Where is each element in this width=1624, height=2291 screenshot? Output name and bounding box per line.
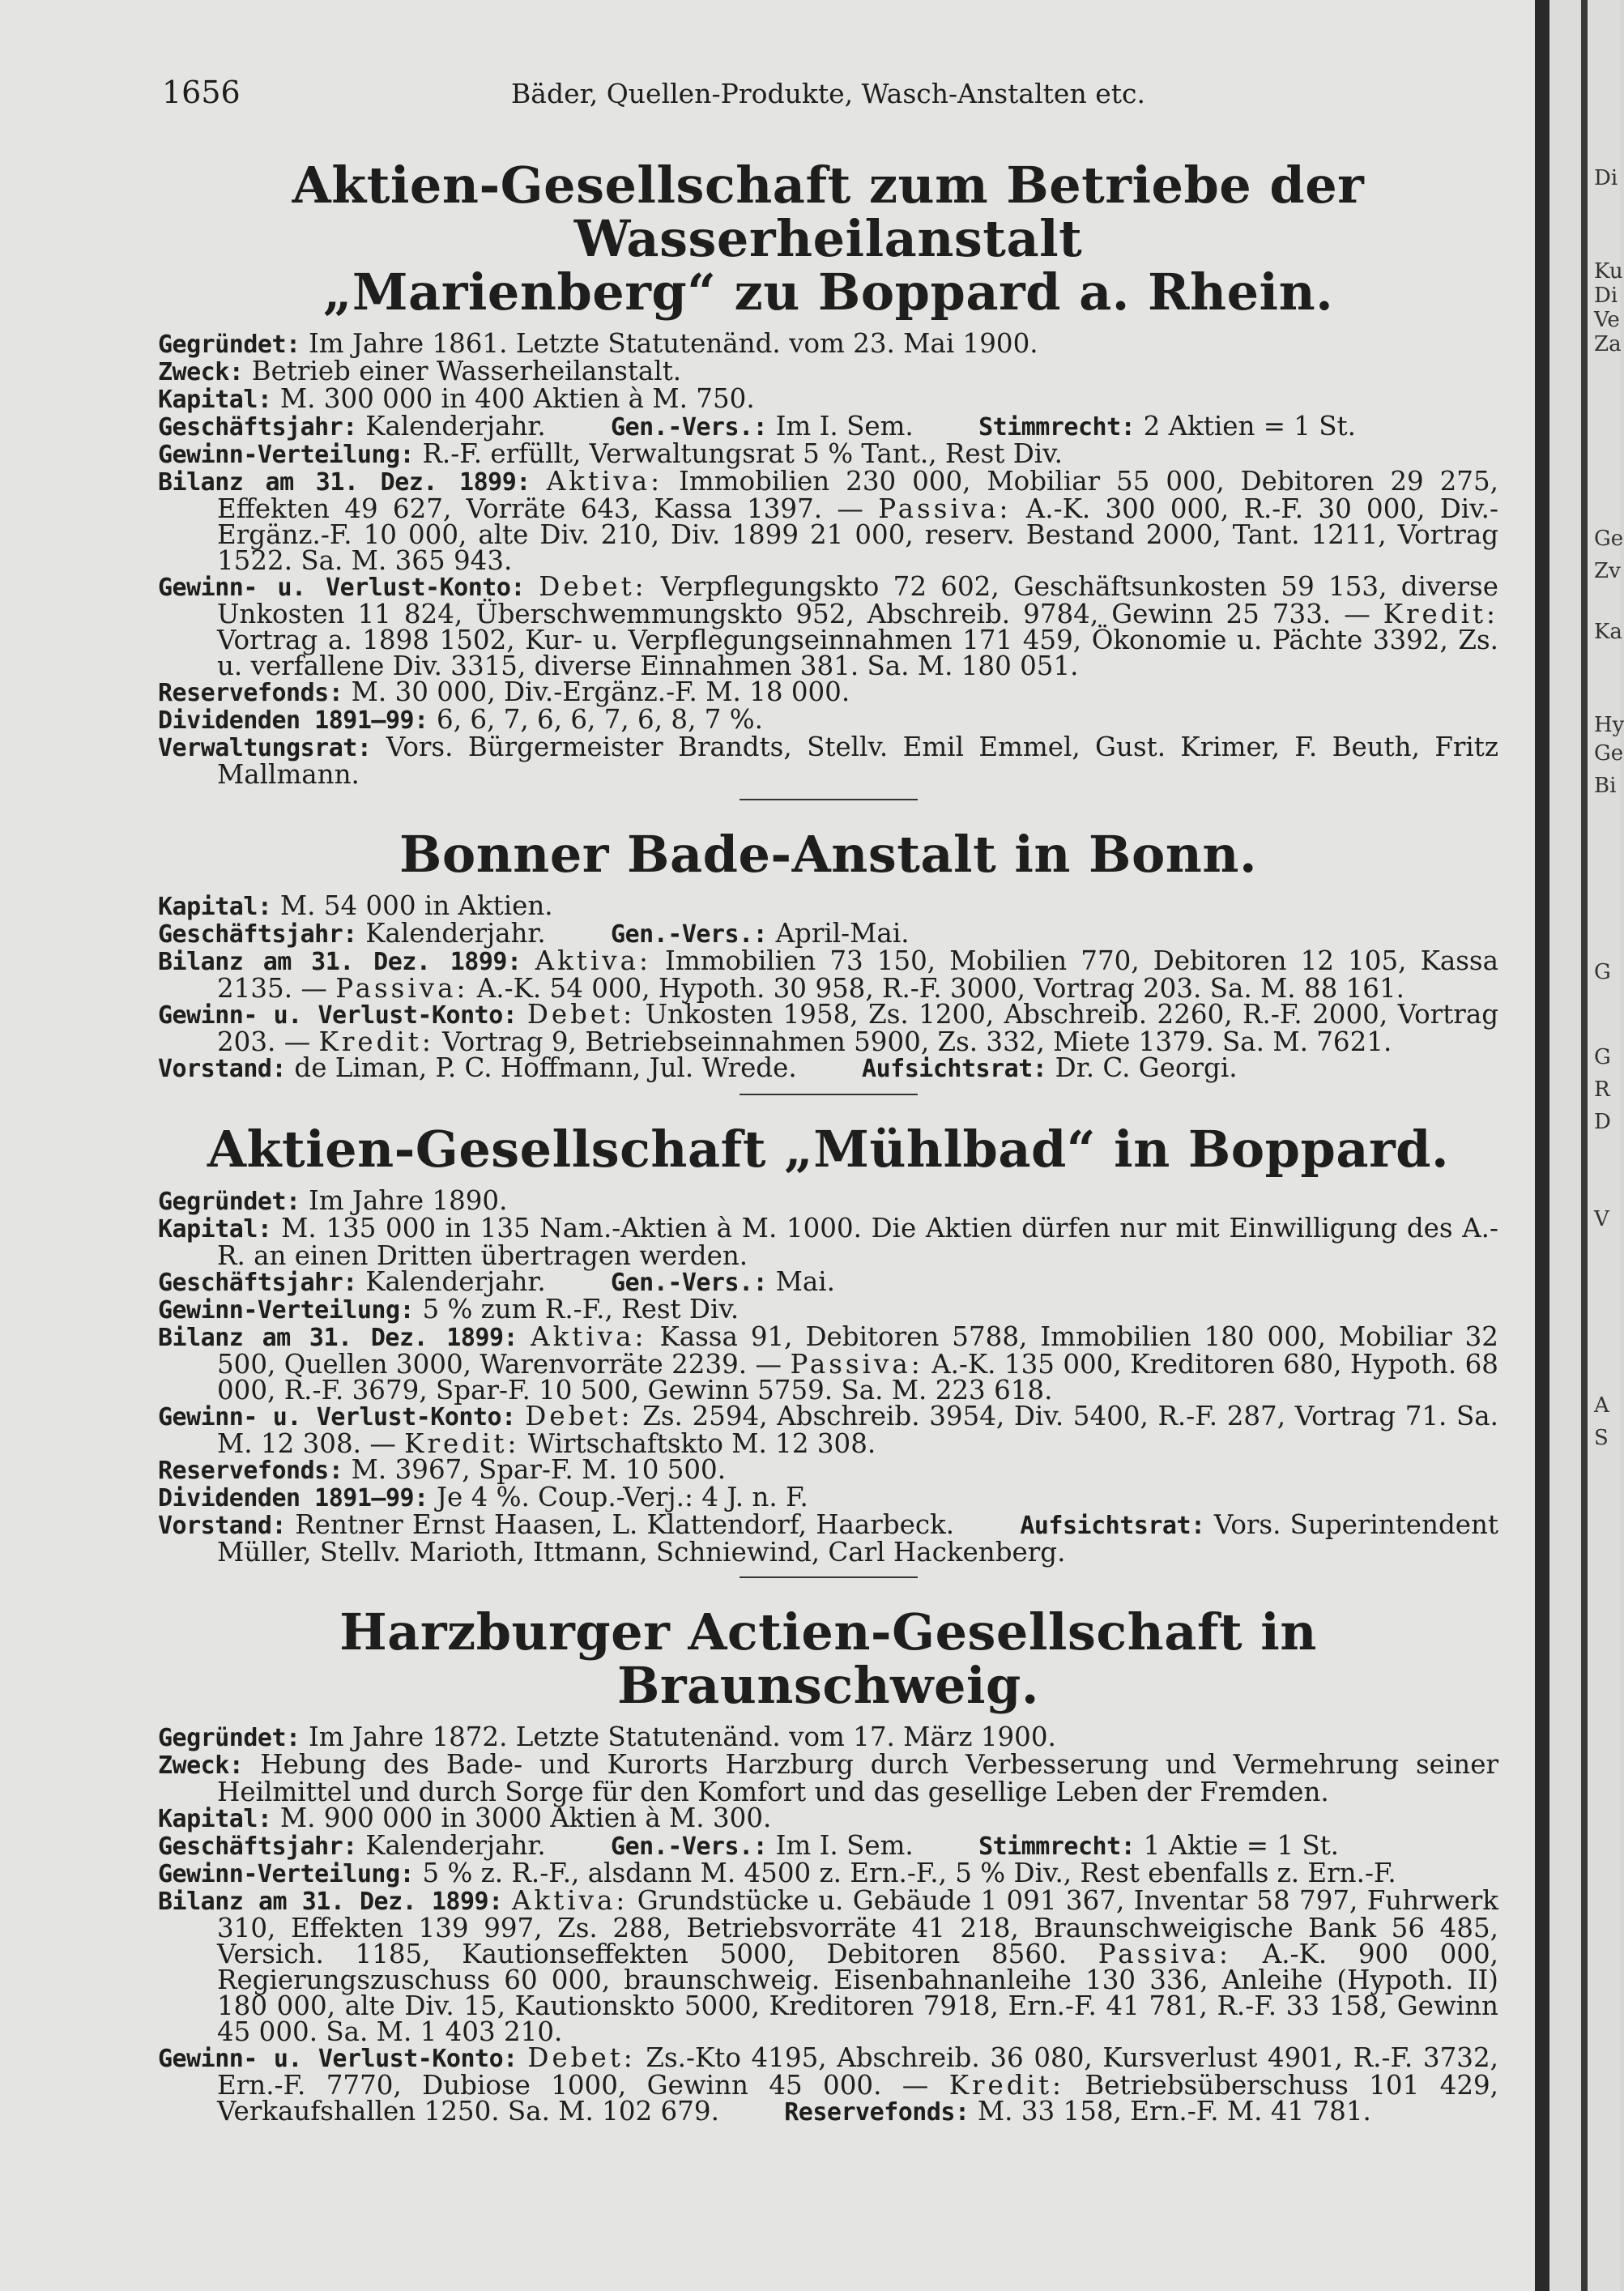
company-title-line: Harzburger Actien-Gesellschaft in Braunschweig. (339, 1602, 1317, 1715)
entry-text: Je 4 %. Coup.-Verj.: 4 J. n. F. (437, 1482, 808, 1512)
entry-label: Gewinn- u. Verlust-Konto: (158, 1001, 518, 1030)
entry-label: Dividenden 1891—99: (158, 1484, 428, 1512)
entry-paragraph (158, 890, 1498, 921)
entry-label: Geschäftsjahr: (158, 1269, 357, 1297)
section-separator (740, 799, 918, 800)
entry-paragraph (158, 732, 1498, 790)
company-title-line: Bonner Bade-Anstalt in Bonn. (399, 825, 1258, 884)
entry-text: Hebung des Bade- und Kurorts Harzburg durch Verbesserung und Vermehrung seiner Heilmittel und durch Sorge für den Komfort und das gesellige Leben der Fremden. (217, 1749, 1498, 1807)
entry-sublabel: Aktiva: (535, 945, 651, 976)
entry-label: Bilanz am 31. Dez. 1899: (158, 468, 531, 497)
entry-text: M. 135 000 in 135 Nam.-Aktien à M. 1000. Die Aktien dürfen nur mit Einwilligung des A.-R. an einen Dritten übertragen werden. (217, 1213, 1498, 1271)
entry-text: Betriebsüberschuss 101 429, Verkaufshallen 1250. Sa. M. 102 679. (217, 2070, 1498, 2127)
entry-sublabel: Passiva: (878, 493, 1012, 524)
entry-label: Vorstand: (158, 1512, 287, 1540)
page-content (158, 75, 1498, 2126)
entry-sublabel: Passiva: (335, 973, 469, 1004)
entry-label: Gewinn-Verteilung: (158, 1296, 415, 1325)
entry-list (158, 890, 1498, 1083)
entry-label: Reservefonds: (158, 679, 343, 707)
entry-text: Kassa 91, Debitoren 5788, Immobilien 180 000, Mobiliar 32 500, Quellen 3000, Warenvorräte 2239. — (217, 1321, 1498, 1380)
entry-text: A.-K. 135 000, Kreditoren 680, Hypoth. 68 000, R.-F. 3679, Spar-F. 10 500, Gewinn 5759. Sa. M. 223 618. (217, 1349, 1498, 1406)
entry-text: R.-F. erfüllt, Verwaltungsrat 5 % Tant., Rest Div. (422, 438, 1063, 469)
entry-text: Vors. Bürgermeister Brandts, Stellv. Emil Emmel, Gust. Krimer, F. Beuth, Fritz Mallmann. (217, 732, 1498, 790)
entry-text: Vortrag 9, Betriebseinnahmen 5900, Zs. 332, Miete 1379. Sa. M. 7621. (442, 1026, 1392, 1057)
entry-paragraph (158, 1215, 1498, 1269)
entry-text: Rentner Ernst Haasen, L. Klattendorf, Haarbeck. (295, 1509, 955, 1540)
page-edge-shadow (1581, 0, 1588, 2291)
entry-paragraph (158, 2042, 1498, 2127)
entry-text: de Liman, P. C. Hoffmann, Jul. Wrede. (294, 1052, 797, 1083)
entry-label: Gegründet: (158, 1188, 301, 1216)
entry-text: 1 Aktie = 1 St. (1143, 1830, 1340, 1861)
entry-label: Aufsichtsrat: (1020, 1512, 1205, 1540)
entry-sublabel: Aktiva: (546, 466, 663, 497)
entry-paragraph (158, 1751, 1498, 1805)
entry-text: 5 % z. R.-F., alsdann M. 4500 z. Ern.-F., 5 % Div., Rest ebenfalls z. Ern.-F. (422, 1858, 1396, 1888)
entry-paragraph (158, 571, 1498, 681)
adjacent-page-fragment: G (1594, 1045, 1611, 1069)
entry-text: Kalenderjahr. (365, 1830, 546, 1861)
entry-paragraph (158, 1321, 1498, 1406)
entry-text: Immobilien 73 150, Mobilien 770, Debitoren 12 105, Kassa 2135. — (217, 945, 1498, 1004)
entry-label: Gewinn-Verteilung: (158, 441, 415, 469)
entry-paragraph (158, 1885, 1498, 2047)
entry-text: 2 Aktien = 1 St. (1143, 411, 1356, 442)
adjacent-page-fragment: Zv (1594, 559, 1621, 583)
entry-paragraph (158, 1805, 1498, 1832)
company-title-line: Aktien-Gesellschaft zum Betriebe der Wasserheilanstalt (292, 156, 1365, 268)
entry-sublabel: Kredit: (948, 2070, 1064, 2101)
entry-text: A.-K. 300 000, R.-F. 30 000, Div.-Ergänz.-F. 10 000, alte Div. 210, Div. 1899 21 000, reserv. Bestand 2000, Tant. 1211, Vortrag 1522. Sa. M. 365 943. (217, 493, 1498, 576)
entry-label: Bilanz am 31. Dez. 1899: (158, 1888, 503, 1916)
entry-sublabel: Passiva: (1098, 1939, 1232, 1969)
entry-label: Geschäftsjahr: (158, 413, 357, 442)
entry-paragraph (158, 1721, 1498, 1752)
entry-paragraph (158, 1001, 1498, 1055)
entry-text: Immobilien 230 000, Mobiliar 55 000, Debitoren 29 275, Effekten 49 627, Vorräte 643, Kassa 1397. — (217, 466, 1498, 524)
entry-label: Gen.-Vers.: (611, 920, 768, 949)
entry-label: Gewinn- u. Verlust-Konto: (158, 1403, 516, 1431)
entry-label: Reservefonds: (784, 2098, 970, 2127)
entry-sublabel: Debet: (526, 999, 636, 1030)
entry-paragraph (158, 945, 1498, 1004)
entry-label: Stimmrecht: (978, 1832, 1136, 1861)
entry-text: Mai. (775, 1266, 835, 1297)
page-header (158, 75, 1498, 123)
entry-label: Kapital: (158, 1215, 272, 1244)
company-title (158, 825, 1498, 884)
section-separator (740, 1094, 918, 1095)
entry-label: Gen.-Vers.: (611, 1269, 768, 1297)
entry-paragraph (158, 1296, 1498, 1324)
entry-list (158, 328, 1498, 790)
page-number: 1656 (162, 75, 241, 110)
entry-label: Gen.-Vers.: (611, 413, 768, 442)
adjacent-page-fragment: A (1594, 1393, 1609, 1418)
adjacent-page-fragment: Za (1594, 332, 1622, 356)
entry-text: A.-K. 900 000, Regierungszuschuss 60 000, braunschweig. Eisenbahnanleihe 130 336, Anleihe (Hypoth. II) 180 000, alte Div. 15, Kautionskto 5000, Kreditoren 7918, Ern.-F. 41 781, R.-F. 33 158, Gewinn 45 000. Sa. M. 1 403 210. (217, 1939, 1498, 2047)
entry-text: M. 33 158, Ern.-F. M. 41 781. (977, 2096, 1371, 2127)
adjacent-page-fragment: V (1594, 1207, 1609, 1231)
entry-text: Zs. 2594, Abschreib. 3954, Div. 5400, R.-F. 287, Vortrag 71. Sa. M. 12 308. — (217, 1401, 1498, 1459)
adjacent-page-fragment: Ve (1594, 308, 1620, 332)
entry-list (158, 1721, 1498, 2127)
adjacent-page-fragment: S (1594, 1426, 1609, 1450)
entry-text: M. 30 000, Div.-Ergänz.-F. M. 18 000. (351, 676, 850, 707)
entry-paragraph (158, 1052, 1498, 1083)
entry-label: Gegründet: (158, 331, 301, 359)
adjacent-page-fragment: Ge (1594, 527, 1624, 551)
entry-text: Wirtschaftskto M. 12 308. (527, 1428, 876, 1459)
entry-sublabel: Passiva: (790, 1349, 923, 1380)
company-title-line: Aktien-Gesellschaft „Mühlbad“ in Boppard. (207, 1120, 1450, 1179)
entry-text: Im I. Sem. (775, 1830, 914, 1861)
entry-paragraph (158, 1860, 1498, 1888)
entry-paragraph (158, 1484, 1498, 1512)
adjacent-page-fragment: Di (1594, 166, 1618, 190)
adjacent-page-fragment: D (1594, 1110, 1611, 1134)
company-title (158, 156, 1498, 322)
entry-label: Geschäftsjahr: (158, 920, 357, 949)
adjacent-page-fragment: Hy (1594, 713, 1624, 737)
adjacent-page-fragment: R (1594, 1077, 1610, 1102)
entry-label: Stimmrecht: (978, 413, 1136, 442)
entry-text: 5 % zum R.-F., Rest Div. (422, 1294, 740, 1325)
entry-text: M. 300 000 in 400 Aktien à M. 750. (279, 383, 755, 414)
entry-paragraph (158, 706, 1498, 734)
entry-label: Bilanz am 31. Dez. 1899: (158, 948, 522, 976)
entry-text: Im Jahre 1861. Letzte Statutenänd. vom 23. Mai 1900. (308, 328, 1038, 359)
entry-label: Gen.-Vers.: (611, 1832, 768, 1861)
entry-paragraph (158, 1832, 1498, 1860)
entry-paragraph (158, 383, 1498, 414)
company-title (158, 1120, 1498, 1179)
entry-text: Verpflegungskto 72 602, Geschäftsunkosten 59 153, diverse Unkosten 11 824, Überschwemmungskto 952, Abschreib. 9784, Gewinn 25 733. — (217, 571, 1498, 629)
entry-label: Vorstand: (158, 1055, 287, 1083)
entry-text: Dr. C. Georgi. (1055, 1052, 1238, 1083)
entry-label: Aufsichtsrat: (862, 1055, 1047, 1083)
entry-label: Gewinn-Verteilung: (158, 1860, 415, 1888)
company-title (158, 1602, 1498, 1715)
entry-label: Kapital: (158, 386, 272, 414)
entry-label: Zweck: (158, 358, 244, 386)
adjacent-page-fragment: Ka (1594, 620, 1622, 644)
entry-label: Reservefonds: (158, 1457, 343, 1485)
running-head: Bäder, Quellen-Produkte, Wasch-Anstalten etc. (511, 78, 1145, 109)
entry-text: Im Jahre 1890. (308, 1185, 508, 1216)
entry-text: April-Mai. (775, 918, 910, 949)
entry-text: Zs.-Kto 4195, Abschreib. 36 080, Kursverlust 4901, R.-F. 3732, Ern.-F. 7770, Dubiose 1000, Gewinn 45 000. — (217, 2042, 1498, 2101)
entry-paragraph (158, 1185, 1498, 1216)
entry-paragraph (158, 1509, 1498, 1568)
entry-sublabel: Aktiva: (531, 1321, 647, 1352)
entry-label: Dividenden 1891—99: (158, 706, 428, 735)
entry-text: 6, 6, 7, 6, 6, 7, 6, 8, 7 %. (437, 704, 763, 735)
entry-paragraph (158, 1266, 1498, 1297)
entry-text: M. 3967, Spar-F. M. 10 500. (351, 1454, 727, 1485)
entry-list (158, 1185, 1498, 1568)
entry-text: Unkosten 1958, Zs. 1200, Abschreib. 2260, R.-F. 2000, Vortrag 203. — (217, 999, 1498, 1057)
entry-label: Verwaltungsrat: (158, 734, 372, 762)
adjacent-page-fragment: Ku (1594, 259, 1623, 284)
section-separator (740, 1576, 918, 1578)
entry-sublabel: Debet: (539, 571, 647, 602)
entry-text: Kalenderjahr. (365, 411, 546, 442)
entry-text: Im I. Sem. (775, 411, 914, 442)
company-section (158, 825, 1498, 1083)
adjacent-page-fragment: Di (1594, 284, 1618, 308)
entry-paragraph (158, 920, 1498, 948)
adjacent-page-fragment: G (1594, 960, 1611, 984)
entry-label: Zweck: (158, 1751, 244, 1780)
entry-label: Gewinn- u. Verlust-Konto: (158, 574, 525, 602)
entry-sublabel: Debet: (525, 1401, 633, 1431)
entry-sublabel: Kredit: (318, 1026, 434, 1057)
entry-text: Im Jahre 1872. Letzte Statutenänd. vom 17. März 1900. (308, 1721, 1056, 1752)
entry-label: Gegründet: (158, 1724, 301, 1752)
entry-paragraph (158, 468, 1498, 574)
adjacent-page-fragment: Bi (1594, 774, 1617, 798)
book-gutter (1535, 0, 1549, 2291)
entry-paragraph (158, 1454, 1498, 1485)
entry-sublabel: Kredit: (1383, 599, 1498, 629)
entry-sublabel: Kredit: (404, 1428, 520, 1459)
entry-text: Kalenderjahr. (365, 918, 546, 949)
entry-paragraph (158, 1403, 1498, 1457)
entry-sublabel: Debet: (527, 2042, 636, 2073)
company-section (158, 1120, 1498, 1568)
entry-label: Bilanz am 31. Dez. 1899: (158, 1324, 518, 1352)
entry-text: A.-K. 54 000, Hypoth. 30 958, R.-F. 3000, Vortrag 203. Sa. M. 88 161. (476, 973, 1404, 1004)
entry-text: M. 54 000 in Aktien. (279, 890, 553, 921)
entry-label: Kapital: (158, 1805, 272, 1833)
entry-paragraph (158, 413, 1498, 441)
entry-text: Kalenderjahr. (365, 1266, 546, 1297)
entry-text: M. 900 000 in 3000 Aktien à M. 300. (279, 1803, 772, 1833)
company-section (158, 156, 1498, 790)
entry-label: Kapital: (158, 893, 272, 921)
entry-sublabel: Aktiva: (512, 1885, 629, 1916)
entry-text: Vortrag a. 1898 1502, Kur- u. Verpflegungseinnahmen 171 459, Ökonomie u. Pächte 3392, Zs. u. verfallene Div. 3315, diverse Einnahmen 381. Sa. M. 180 051. (217, 625, 1498, 681)
entry-paragraph (158, 438, 1498, 469)
adjacent-page-fragment: Ge (1594, 741, 1624, 766)
entry-paragraph (158, 328, 1498, 359)
company-title-line: „Marienberg“ zu Boppard a. Rhein. (322, 262, 1334, 322)
entry-label: Gewinn- u. Verlust-Konto: (158, 2045, 518, 2073)
entry-label: Geschäftsjahr: (158, 1832, 357, 1861)
entry-paragraph (158, 676, 1498, 707)
entry-text: Vors. Superintendent Müller, Stellv. Marioth, Ittmann, Schniewind, Carl Hackenberg. (217, 1509, 1498, 1568)
company-section (158, 1602, 1498, 2127)
entry-text: Grundstücke u. Gebäude 1 091 367, Inventar 58 797, Fuhrwerk 310, Effekten 139 997, Zs. 288, Betriebsvorräte 41 218, Braunschweigische Bank 56 485, Versich. 1185, Kautionseffekten 5000, Debitoren 8560. (217, 1885, 1498, 1969)
entry-paragraph (158, 358, 1498, 386)
entry-text: Betrieb einer Wasserheilanstalt. (251, 356, 682, 386)
